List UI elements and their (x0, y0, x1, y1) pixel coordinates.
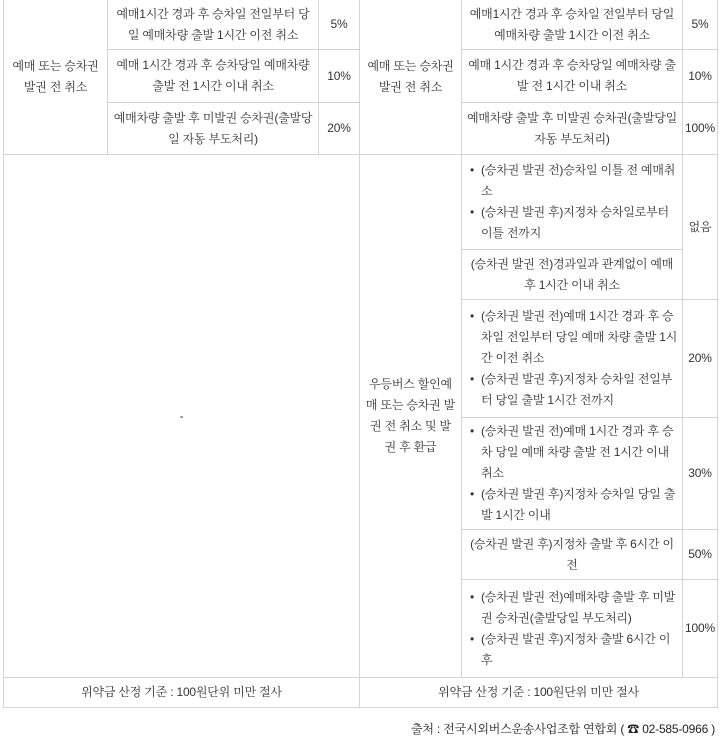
condition-list (470, 421, 678, 526)
premium-tier-3-conditions (462, 418, 683, 530)
left-fee-2: 10% (319, 50, 360, 103)
premium-tier-2-fee: 20% (683, 300, 718, 418)
condition-list (470, 587, 678, 671)
right-condition-1: 예매1시간 경과 후 승차일 전일부터 당일 예매차량 출발 1시간 이전 취소 (462, 0, 683, 50)
bullet-icon (470, 421, 474, 442)
premium-tier-3-fee: 30% (683, 418, 718, 530)
condition-text: (승차권 발권 전)예매 1시간 경과 후 승차 당일 예매 차량 출발 전 1시간 이내 취소 (481, 424, 674, 480)
condition-text: (승차권 발권 전)예매차량 출발 후 미발권 승차권(출발당일 부도처리) (481, 589, 676, 625)
condition-text: (승차권 발권 후)지정차 승차일로부터 이틀 전까지 (481, 205, 669, 240)
bullet-icon (470, 306, 474, 327)
right-category-cell: 예매 또는 승차권 발권 전 취소 (360, 0, 462, 155)
condition-text: (승차권 발권 후)지정차 출발 6시간 이후 (481, 631, 671, 667)
premium-tier-4-note: (승차권 발권 후)지정차 출발 후 6시간 이전 (462, 530, 683, 580)
premium-tier-5-conditions (462, 580, 683, 678)
premium-tier-4-fee: 50% (683, 530, 718, 580)
condition-item (470, 587, 678, 629)
left-condition-1: 예매1시간 경과 후 승차일 전일부터 당일 예매차량 출발 1시간 이전 취소 (108, 0, 319, 50)
right-footnote: 위약금 산정 기준 : 100원단위 미만 절사 (360, 678, 718, 708)
premium-tier-1-fee: 없음 (683, 155, 718, 300)
right-condition-3: 예매차량 출발 후 미발권 승차권(출발당일 자동 부도처리) (462, 103, 683, 155)
left-category-cell: 예매 또는 승차권 발권 전 취소 (4, 0, 108, 155)
right-fee-1: 5% (683, 0, 718, 50)
left-footnote: 위약금 산정 기준 : 100원단위 미만 절사 (4, 678, 360, 708)
condition-text: (승차권 발권 전)예매 1시간 경과 후 승차일 전일부터 당일 예매 차량 출발 1시간 이전 취소 (481, 309, 678, 365)
condition-item (470, 306, 678, 369)
left-fee-3: 20% (319, 103, 360, 155)
premium-tier-2-conditions (462, 300, 683, 418)
right-fee-2: 10% (683, 50, 718, 103)
premium-tier-5-fee: 100% (683, 580, 718, 678)
condition-list (470, 160, 678, 244)
condition-item (470, 484, 678, 526)
condition-item (470, 369, 678, 411)
condition-item (470, 421, 678, 484)
condition-list (470, 306, 678, 411)
premium-tier-1-conditions (462, 155, 683, 250)
left-special-placeholder: - (4, 155, 360, 678)
left-condition-3: 예매차량 출발 후 미발권 승차권(출발당일 자동 부도처리) (108, 103, 319, 155)
premium-category-cell: 우등버스 할인예매 또는 승차권 발권 전 취소 및 발권 후 환급 (360, 155, 462, 678)
left-condition-2: 예매 1시간 경과 후 승차당일 예매차량 출발 전 1시간 이내 취소 (108, 50, 319, 103)
condition-text: (승차권 발권 전)승차일 이틀 전 예매취소 (481, 163, 676, 198)
cancellation-fee-table (3, 0, 718, 708)
bullet-icon (470, 202, 474, 223)
bullet-icon (470, 484, 474, 505)
left-fee-1: 5% (319, 0, 360, 50)
condition-text: (승차권 발권 후)지정차 승차일 당일 출발 1시간 이내 (481, 487, 676, 522)
right-condition-2: 예매 1시간 경과 후 승차당일 예매차량 출발 전 1시간 이내 취소 (462, 50, 683, 103)
condition-item (470, 202, 678, 244)
bullet-icon (470, 629, 474, 650)
condition-text: (승차권 발권 후)지정차 승차일 전일부터 당일 출발 1시간 전까지 (481, 372, 673, 407)
premium-tier-1-note: (승차권 발권 전)경과일과 관계없이 예매 후 1시간 이내 취소 (462, 250, 683, 300)
condition-item (470, 160, 678, 202)
bullet-icon (470, 587, 474, 608)
bullet-icon (470, 369, 474, 390)
bullet-icon (470, 160, 474, 181)
condition-item (470, 629, 678, 671)
source-note: 출처 : 전국시외버스운송사업조합 연합회 ( ☎ 02-585-0966 ) (411, 722, 715, 736)
right-fee-3: 100% (683, 103, 718, 155)
